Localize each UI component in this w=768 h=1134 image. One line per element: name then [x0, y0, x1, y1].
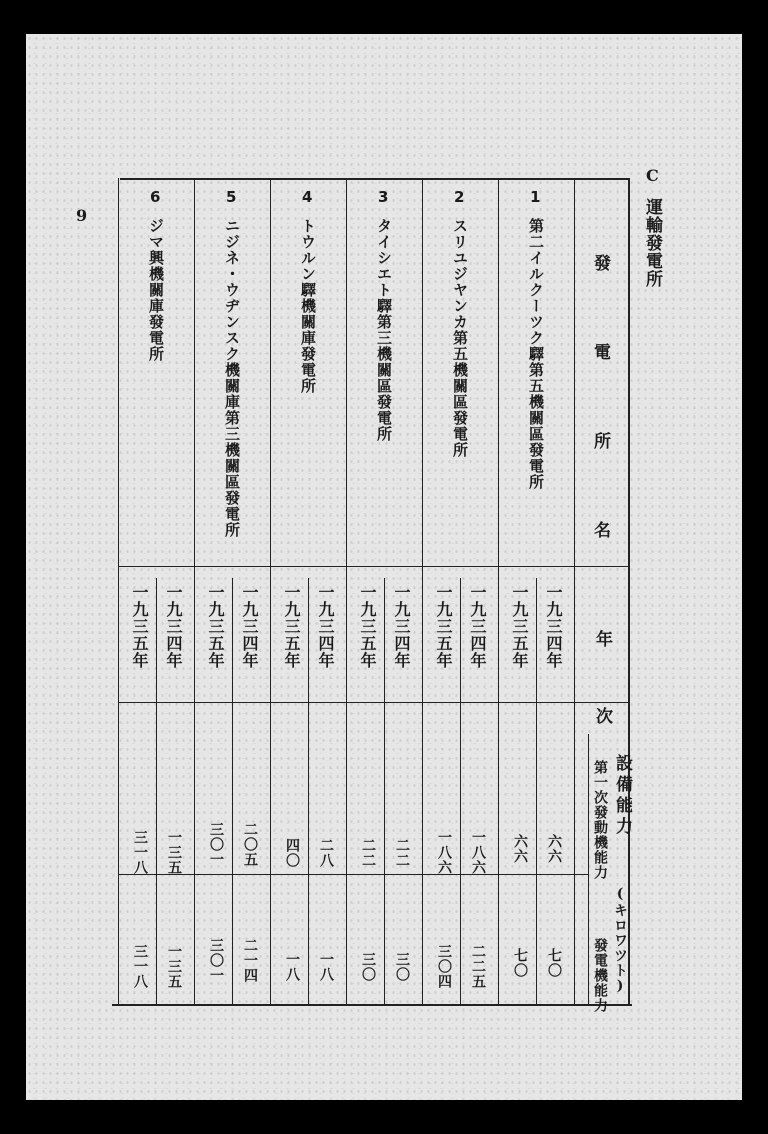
station-number: 6 [150, 188, 161, 206]
generator-cell: 七〇 [546, 948, 562, 978]
primary-cell: 一八六 [436, 830, 452, 875]
station-name: タイシエト驛第三機關區發電所 [375, 218, 393, 442]
year-cell: 一九三五年 [510, 584, 529, 669]
primary-cell: 六六 [512, 834, 528, 864]
year-cell: 一九三四年 [316, 584, 335, 669]
year-cell: 一九三五年 [206, 584, 225, 669]
primary-cell: 二二 [394, 838, 410, 868]
station-name: 第二イルクーツク驛第五機關區發電所 [527, 218, 545, 490]
year-cell: 一九三五年 [434, 584, 453, 669]
header-capacity: 設備能力 [612, 754, 632, 838]
year-cell: 一九三四年 [240, 584, 259, 669]
station-name: ジマ興機關庫發電所 [147, 218, 165, 362]
document-page [26, 34, 742, 1100]
station-number: 1 [530, 188, 541, 206]
primary-cell: 三〇一 [208, 822, 224, 867]
year-cell: 一九三五年 [130, 584, 149, 669]
generator-cell: 二二五 [470, 944, 486, 989]
station-number: 5 [226, 188, 237, 206]
section-title: 運輸發電所 [642, 198, 662, 288]
primary-cell: 一三五 [166, 830, 182, 875]
year-cell: 一九三五年 [358, 584, 377, 669]
generator-cell: 七〇 [512, 948, 528, 978]
primary-cell: 二八 [318, 838, 334, 868]
year-cell: 一九三五年 [282, 584, 301, 669]
station-name: ニジネ・ウヂンスク機關庫第三機關區發電所 [223, 218, 241, 538]
generator-cell: 一八 [318, 952, 334, 982]
primary-cell: 六六 [546, 834, 562, 864]
page-number: 9 [76, 206, 88, 225]
station-number: 4 [302, 188, 313, 206]
generator-cell: 三〇 [394, 952, 410, 982]
year-cell: 一九三四年 [468, 584, 487, 669]
generator-cell: 二一四 [242, 938, 258, 983]
year-cell: 一九三四年 [544, 584, 563, 669]
header-generator: 發電機能力 [592, 938, 608, 1013]
primary-cell: 二〇五 [242, 822, 258, 867]
generator-cell: 三一八 [132, 944, 148, 989]
primary-cell: 四〇 [284, 838, 300, 868]
header-primary-engine: 第一次發動機能力 [592, 760, 608, 880]
section-marker: C [646, 166, 659, 185]
generator-cell: 三〇 [360, 952, 376, 982]
station-name: トウルン驛機關庫發電所 [299, 218, 317, 394]
data-table [112, 174, 632, 1014]
generator-cell: 三〇一 [208, 938, 224, 983]
header-year: 年 次 [592, 630, 612, 744]
primary-cell: 二二 [360, 838, 376, 868]
header-capacity-unit: (キロワツト) [612, 886, 628, 995]
primary-cell: 一八六 [470, 830, 486, 875]
generator-cell: 一八 [284, 952, 300, 982]
station-number: 2 [454, 188, 465, 206]
generator-cell: 三〇四 [436, 944, 452, 989]
station-name: スリユジヤンカ第五機關區發電所 [451, 218, 469, 458]
station-number: 3 [378, 188, 389, 206]
primary-cell: 三一八 [132, 830, 148, 875]
generator-cell: 一三五 [166, 944, 182, 989]
year-cell: 一九三四年 [164, 584, 183, 669]
header-station-name: 發 電 所 名 [590, 254, 610, 564]
year-cell: 一九三四年 [392, 584, 411, 669]
